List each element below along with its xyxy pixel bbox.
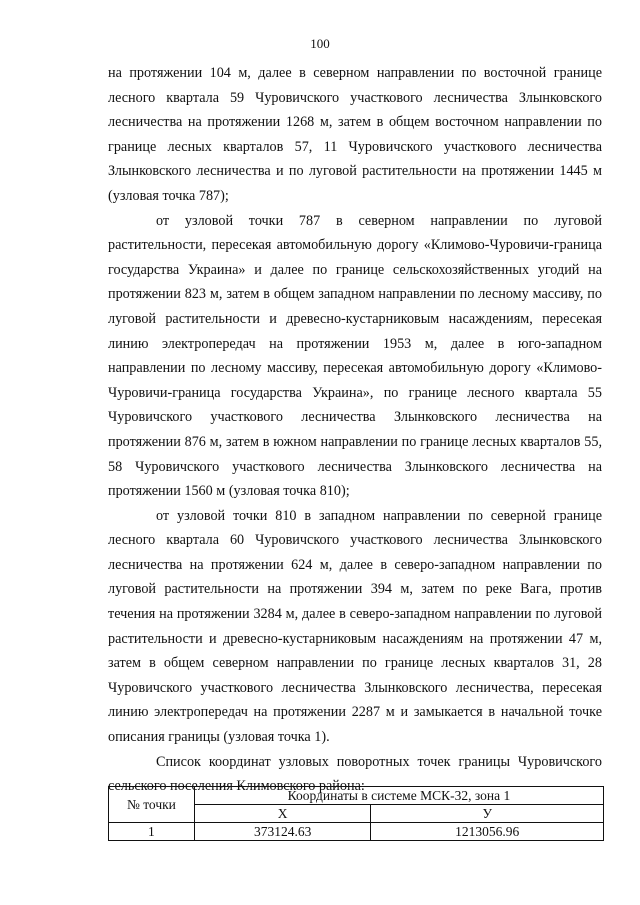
paragraph-point-787: от узловой точки 787 в северном направлении по луговой растительности, пересекая автомобильную дорогу «Климово-Чуровичи-граница государства Украина» и далее по границе сельскохозяйственных угодий на протяжении 823 м, затем в общем западном направлении по лесному массиву, по луговой растительности и древесно-кустарниковым насаждениям, пересекая линию электропередач на протяжении 1953 м, далее в юго-западном направлении по лесному массиву, пересекая автомобильную дорогу «Климово-Чуровичи-граница государства Украина», по границе лесного квартала 55 Чуровичского участкового лесничества Злынковского лесничества на протяжении 876 м, затем в южном направлении по границе лесных кварталов 55, 58 Чуровичского участкового лесничества Злынковского лесничества на протяжении 1560 м (узловая точка 810); [108, 212, 602, 500]
table-row [109, 823, 604, 841]
cell-y: 1213056.96 [371, 823, 604, 841]
document-body [108, 61, 602, 799]
page-number: 100 [310, 36, 330, 51]
header-x: X [194, 805, 371, 823]
header-point-number: № точки [109, 787, 195, 823]
coordinates-table [108, 786, 604, 841]
paragraph-continuation: на протяжении 104 м, далее в северном направлении по восточной границе лесного квартала 59 Чуровичского участкового лесничества Злынковского лесничества на протяжении 1268 м, затем в общем восточном направлении по границе лесных кварталов 57, 11 Чуровичского участкового лесничества Злынковского лесничества и по луговой растительности на протяжении 1445 м (узловая точка 787); [108, 65, 602, 204]
cell-point-number: 1 [109, 823, 195, 841]
cell-x: 373124.63 [194, 823, 371, 841]
paragraph-point-810: от узловой точки 810 в западном направлении по северной границе лесного квартала 60 Чуровичского участкового лесничества Злынковского лесничества на протяжении 624 м, далее в северо-западном направлении по луговой растительности на протяжении 394 м, затем по реке Вага, против течения на протяжении 3284 м, далее в северо-западном направлении по луговой растительности и древесно-кустарниковым насаждениям на протяжении 47 м, затем в общем северном направлении по границе лесных кварталов 31, 28 Чуровичского участкового лесничества Злынковского лесничества, пересекая линию электропередач на протяжении 2287 м и замыкается в начальной точке описания границы (узловая точка 1). [108, 507, 602, 746]
header-y: У [371, 805, 604, 823]
header-coordinate-system: Координаты в системе МСК-32, зона 1 [194, 787, 603, 805]
paragraph-coordinates-intro: Список координат узловых поворотных точек границы Чуровичского сельского поселения Климовского района: [108, 753, 602, 795]
table-header-row [109, 787, 604, 805]
